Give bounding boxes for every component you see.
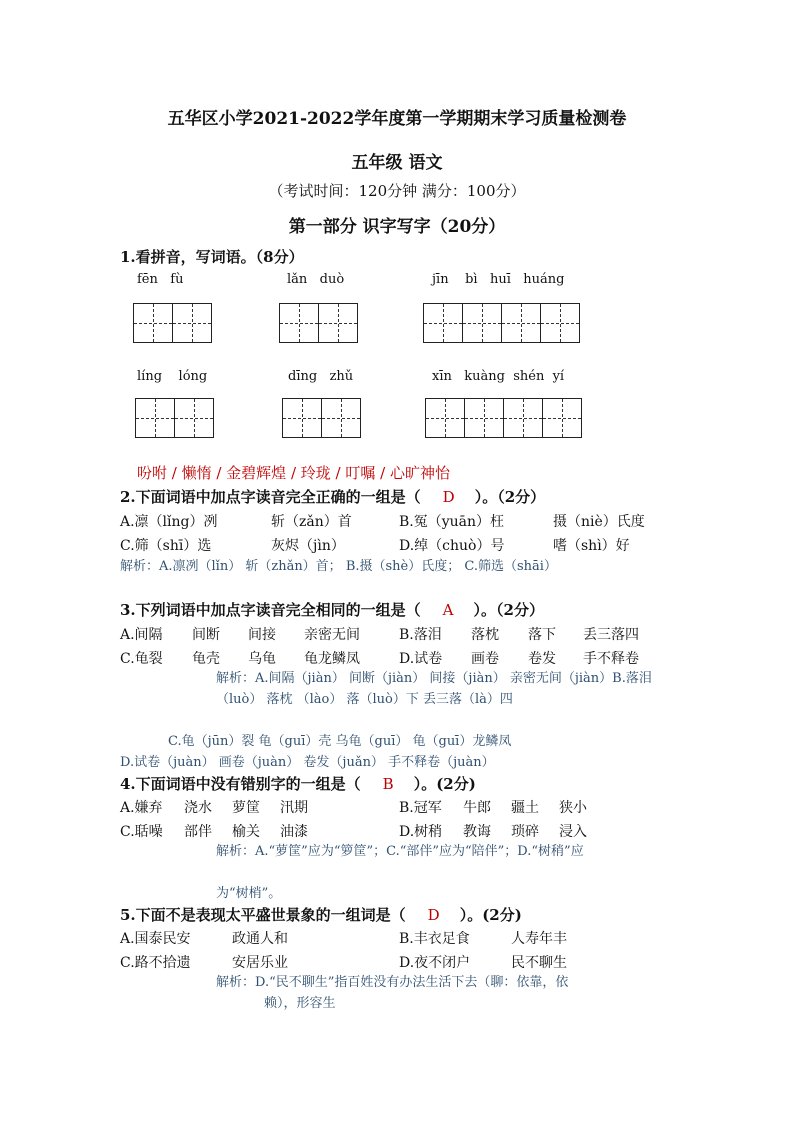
q5-answer: D [427,906,440,924]
q4-row-2-c3: 榆关 [232,824,260,840]
q5-option-c-2: 安居乐业 [232,955,288,971]
q3-row-1-a2: 间断 [192,627,220,643]
q3-row-2-c3: 乌龟 [248,651,276,667]
q5-option-c: C.路不拾遗 [120,955,191,971]
q5-option-b: B.丰衣足食 [399,931,470,947]
q4-row-2-d3: 琐碎 [511,824,539,840]
q1-writing-grid-6[interactable] [425,398,582,438]
q4-answer: B [382,775,394,793]
q5-option-a-2: 政通人和 [232,931,288,947]
exam-info: （考试时间：120分钟 满分：100分） [268,182,526,200]
grade-subject: 五年级 语文 [351,153,443,173]
q4-explanation-2: 为“树梢”。 [216,886,282,901]
q2-option-a-2: 斩（zǎn）首 [271,514,352,530]
q2-option-c-2: 灰烬（jìn） [271,538,345,554]
q1-stem: 1.看拼音，写词语。（8分） [120,248,304,266]
q4-row-2-c: C.聒噪 [120,824,163,840]
q1-writing-grid-5[interactable] [282,398,361,438]
q5-stem-score: ）。(2分) [459,906,522,924]
q1-pinyin-5: dīng zhǔ [288,369,354,384]
q2-stem-score: ）。（2分） [474,488,546,506]
q1-pinyin-2: lǎn duò [287,272,345,287]
q1-writing-grid-1[interactable] [133,303,212,343]
q1-pinyin-4: líng lóng [137,369,208,384]
q4-row-2-d2: 教诲 [463,824,491,840]
part-one-heading: 第一部分 识字写字（20分） [288,217,506,237]
q1-pinyin-3: jīn bì huī huáng [432,272,565,287]
q2-option-d: D.绰（chuò）号 [399,538,505,554]
q3-row-1-b2: 落枕 [471,627,499,643]
q4-stem-text: 4.下面词语中没有错别字的一组是（ [120,775,361,793]
q3-explanation-3: D.试卷（juàn） 画卷（juàn） 卷发（juǎn） 手不释卷（juàn） [120,755,495,770]
q4-row-1-a4: 汛期 [280,800,308,816]
q3-row-1-b4: 丢三落四 [583,627,639,643]
q3-row-2-d3: 卷发 [528,651,556,667]
q4-stem [120,773,476,794]
q5-option-d-2: 民不聊生 [511,955,567,971]
q2-option-b: B.冤（yuān）枉 [399,514,505,530]
q3-row-1-a4: 亲密无间 [304,627,360,643]
q4-explanation-1: 解析：A.“萝筐”应为“箩筐”；C.“部伴”应为“陪伴”；D.“树稍”应 [216,844,584,859]
q5-explanation-1: 解析：D.“民不聊生”指百姓没有办法生活下去（聊：依靠，依 [216,975,569,990]
q4-row-1-b2: 牛郎 [463,800,491,816]
q3-row-2-c: C.龟裂 [120,651,163,667]
q1-writing-grid-3[interactable] [423,303,580,343]
q2-option-a: A.凛（lǐng）冽 [120,514,218,530]
q4-row-1-b: B.冠军 [399,800,442,816]
q3-row-2-c4: 龟龙鳞凤 [304,651,360,667]
q4-row-1-a: A.嫌弃 [120,800,163,816]
q4-row-1-b4: 狭小 [559,800,587,816]
q3-explanation-1: 解析：A.间隔（jiàn） 间断（jiàn） 间接（jiàn） 亲密无间（jiàn）B.落泪（luò） 落枕 （lào） 落（luò）下 丢三落（là）四 [216,671,652,707]
q1-pinyin-6: xīn kuàng shén yí [432,369,565,384]
q3-stem-score: ）。（2分） [473,601,544,619]
q3-row-2-d4: 手不释卷 [583,651,639,667]
q2-option-c: C.筛（shī）选 [120,538,212,554]
q4-row-1-a3: 萝筐 [232,800,260,816]
q2-explanation: 解析：A.凛冽（lǐn） 斩（zhǎn）首； B.摄（shè）氏度； C.筛选（shāi） [120,559,557,574]
q3-explanation-2: C.龟（jūn）裂 龟（guī）壳 乌龟（guī） 龟（guī）龙鳞凤 [168,734,512,749]
page-title: 五华区小学2021-2022学年度第一学期期末学习质量检测卷 [167,109,627,129]
q5-stem [120,904,522,925]
q3-stem [120,599,544,620]
q3-row-1-a3: 间接 [248,627,276,643]
q1-answer-key: 吩咐 / 懒惰 / 金碧辉煌 / 玲珑 / 叮嘱 / 心旷神怡 [137,464,450,482]
q5-option-b-2: 人寿年丰 [511,931,567,947]
q4-row-2-d: D.树稍 [399,824,443,840]
q4-row-1-b3: 疆土 [511,800,539,816]
q3-row-2-c2: 龟壳 [192,651,220,667]
q5-stem-text: 5.下面不是表现太平盛世景象的一组词是（ [120,906,406,924]
q4-row-1-a2: 浇水 [184,800,212,816]
q4-row-2-c2: 部伴 [184,824,212,840]
q1-writing-grid-4[interactable] [135,398,214,438]
q3-row-1-b3: 落下 [528,627,556,643]
q2-stem [120,486,545,507]
q4-row-2-d4: 浸入 [559,824,587,840]
q2-stem-text: 2.下面词语中加点字读音完全正确的一组是（ [120,488,421,506]
q1-writing-grid-2[interactable] [279,303,358,343]
q1-pinyin-1: fēn fù [137,272,184,287]
q5-explanation-2: 赖），形容生 [264,996,336,1011]
q3-stem-text: 3.下列词语中加点字读音完全相同的一组是（ [120,601,421,619]
q4-row-2-c4: 油漆 [280,824,308,840]
q3-row-1-b: B.落泪 [399,627,442,643]
q4-stem-score: ）。(2分) [413,775,476,793]
q2-answer: D [442,488,455,506]
q5-option-d: D.夜不闭户 [399,955,471,971]
q3-row-2-d2: 画卷 [471,651,499,667]
q2-option-b-2: 摄（niè）氏度 [553,514,645,530]
q3-answer: A [442,601,454,619]
q2-option-d-2: 嗜（shì）好 [553,538,630,554]
q3-row-2-d: D.试卷 [399,651,443,667]
q5-option-a: A.国泰民安 [120,931,191,947]
q3-row-1-a: A.间隔 [120,627,163,643]
